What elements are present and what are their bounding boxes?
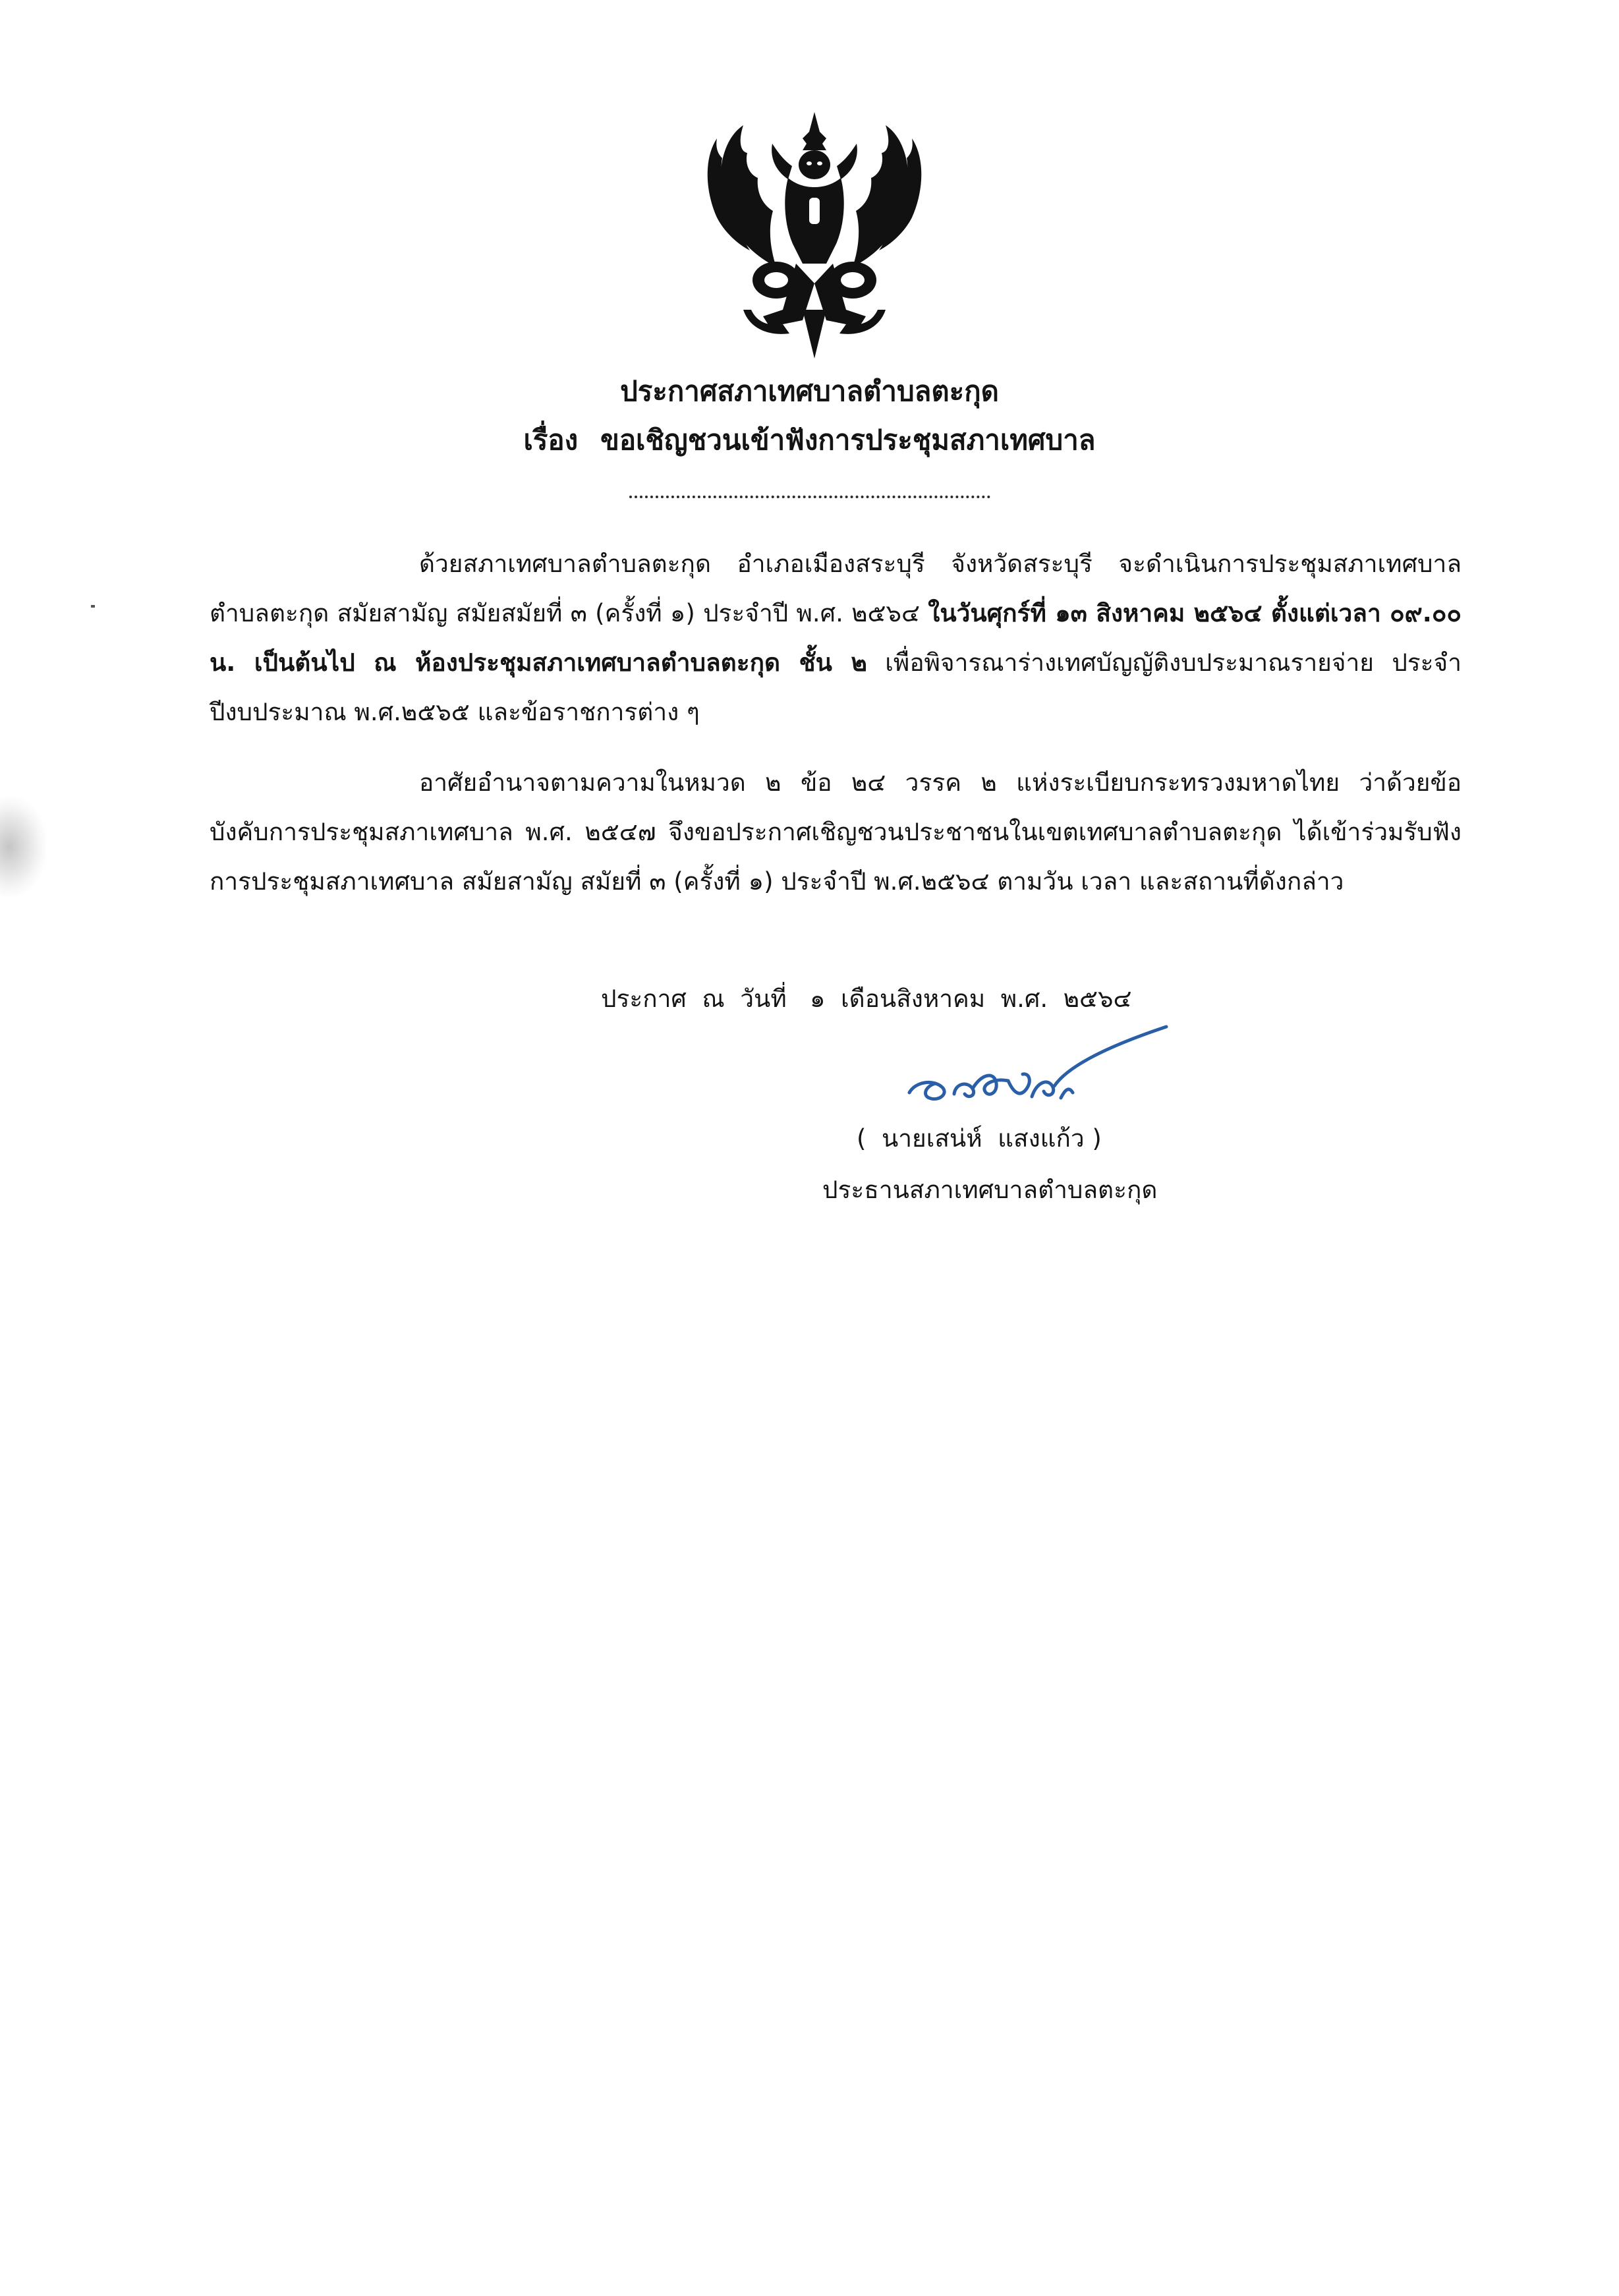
paragraph-1-bold-date-venue: ในวันศุกร์ที่ ๑๓ สิงหาคม ๒๕๖๔ ตั้งแต่เวลา ๐๙.๐๐ น. เป็นต้นไป ณ ห้องประชุมสภาเทศบาลตำบลตะกุด ชั้น ๒ bbox=[210, 599, 1462, 677]
signer-name: ( นายเสน่ห์ แสงแก้ว ) bbox=[857, 1124, 1102, 1153]
paragraph-1 bbox=[210, 539, 1462, 737]
announcement-subject bbox=[0, 416, 1619, 464]
scan-dot bbox=[91, 605, 95, 608]
title-text: ประกาศสภาเทศบาลตำบลตะกุด bbox=[620, 375, 999, 407]
signer-position: ประธานสภาเทศบาลตำบลตะกุด bbox=[822, 1176, 1158, 1204]
announcement-date: ประกาศ ณ วันที่ ๑ เดือนสิงหาคม พ.ศ. ๒๕๖๔ bbox=[601, 985, 1132, 1013]
subject-text: ขอเชิญชวนเข้าฟังการประชุมสภาเทศบาล bbox=[600, 424, 1096, 456]
garuda-emblem-icon bbox=[704, 112, 925, 359]
subject-label: เรื่อง bbox=[523, 424, 579, 456]
signature-icon bbox=[896, 1020, 1173, 1119]
scan-smudge bbox=[0, 797, 46, 896]
dotted-divider bbox=[629, 496, 990, 498]
paragraph-1-text-a: ด้วยสภาเทศบาลตำบลตะกุด อำเภอเมืองสระบุรี จังหวัดสระบุรี จะดำเนินการประชุมสภาเทศบาลตำบลตะกุด สมัยสามัญ สมัยสมัยที่ ๓ (ครั้งที่ ๑) ประจำปี พ.ศ. ๒๕๖๔ bbox=[210, 550, 1462, 627]
announcement-title bbox=[0, 368, 1619, 415]
paragraph-1-text-b: เพื่อพิจารณาร่างเทศบัญญัติงบประมาณรายจ่าย ประจำปีงบประมาณ พ.ศ.๒๕๖๕ และข้อราชการต่าง ๆ bbox=[210, 648, 1462, 726]
paragraph-2: อาศัยอำนาจตามความในหมวด ๒ ข้อ ๒๔ วรรค ๒ แห่งระเบียบกระทรวงมหาดไทย ว่าด้วยข้อบังคับการประชุมสภาเทศบาล พ.ศ. ๒๕๔๗ จึงขอประกาศเชิญชวนประชาชนในเขตเทศบาลตำบลตะกุด ได้เข้าร่วมรับฟังการประชุมสภาเทศบาล สมัยสามัญ สมัยที่ ๓ (ครั้งที่ ๑) ประจำปี พ.ศ.๒๕๖๔ ตามวัน เวลา และสถานที่ดังกล่าว bbox=[210, 768, 1462, 896]
